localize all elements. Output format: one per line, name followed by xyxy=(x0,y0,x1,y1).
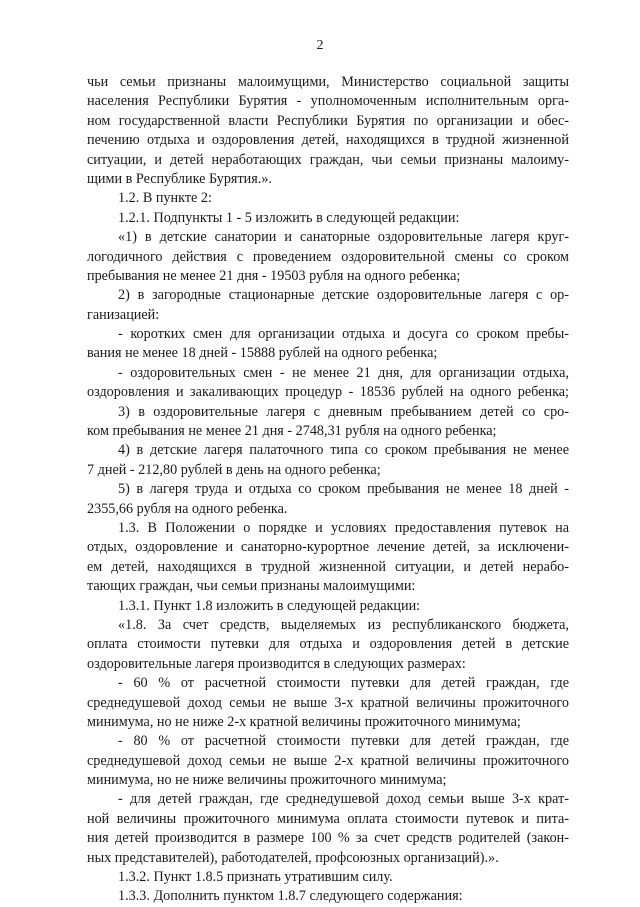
text-line: ком пребывания не менее 21 дня - 2748,31 рубля на одного ребенка; xyxy=(87,423,497,440)
text-line: 7 дней - 212,80 рублей в день на одного ребенка; xyxy=(87,461,381,478)
text-line: оплата стоимости путевки для отдыха и оздоровления детей в детские xyxy=(87,636,569,653)
text-line: среднедушевой доход семьи не выше 2-х кратной величины прожиточного xyxy=(87,752,569,769)
text-line: пребывания не менее 21 дня - 19503 рубля на одного ребенка; xyxy=(87,267,461,284)
text-line: 1.2.1. Подпункты 1 - 5 изложить в следующей редакции: xyxy=(118,209,460,226)
text-line: щими в Республике Бурятия.». xyxy=(87,170,272,187)
text-line: «1) в детские санатории и санаторные оздоровительные лагеря круг- xyxy=(118,229,569,246)
text-line: 1.3.1. Пункт 1.8 изложить в следующей редакции: xyxy=(118,597,421,614)
text-line: минимума, но не ниже величины прожиточного минимума; xyxy=(87,772,447,789)
text-line: оздоровления и закаливающих процедур - 18536 рублей на одного ребенка; xyxy=(87,384,569,401)
text-line: - 80 % от расчетной стоимости путевки для детей граждан, где xyxy=(118,733,569,750)
text-line: населения Республики Бурятия - уполномоченным исполнительным орга- xyxy=(87,93,569,110)
text-line: ной величины прожиточного минимума оплата стоимости путевок и пита- xyxy=(87,810,569,827)
text-line: ганизацией: xyxy=(87,306,160,323)
text-line: чьи семьи признаны малоимущими, Министерство социальной защиты xyxy=(87,74,569,90)
text-line: ных представителей), работодателей, профсоюзных организаций).». xyxy=(87,849,499,866)
text-line: 2) в загородные стационарные детские оздоровительные лагеря с ор- xyxy=(118,287,569,304)
text-line: ном государственной власти Республики Бурятия по организации и обес- xyxy=(87,112,569,129)
text-line: 2355,66 рубля на одного ребенка. xyxy=(87,500,288,517)
text-line: печению отдыха и оздоровления детей, находящихся в трудной жизненной xyxy=(87,132,569,149)
text-line: минимума, но не ниже 2-х кратной величины прожиточного минимума; xyxy=(87,713,521,730)
text-line: тающих граждан, чьи семьи признаны малоимущими: xyxy=(87,578,416,595)
document-body xyxy=(87,73,569,907)
text-line: «1.8. За счет средств, выделяемых из республиканского бюджета, xyxy=(118,616,569,633)
text-line: 1.2. В пункте 2: xyxy=(118,190,212,207)
text-line: оздоровительные лагеря производится в следующих размерах: xyxy=(87,655,466,672)
text-line: - 60 % от расчетной стоимости путевки для детей граждан, где xyxy=(118,675,569,692)
text-line: 1.3.3. Дополнить пунктом 1.8.7 следующего содержания: xyxy=(118,888,463,905)
text-line: - для детей граждан, где среднедушевой доход семьи выше 3-х крат- xyxy=(118,791,569,808)
page-number: 2 xyxy=(316,38,324,53)
text-line: ситуации, и детей неработающих граждан, чьи семьи признаны малоиму- xyxy=(87,151,569,168)
text-line: логодичного действия с проведением оздоровительной смены со сроком xyxy=(87,248,569,265)
text-line: среднедушевой доход семьи не выше 3-х кратной величины прожиточного xyxy=(87,694,569,711)
text-line: вания не менее 18 дней - 15888 рублей на одного ребенка; xyxy=(87,345,438,362)
text-line: 3) в оздоровительные лагеря с дневным пребыванием детей со сро- xyxy=(118,403,569,420)
text-line: 5) в лагеря труда и отдыха со сроком пребывания не менее 18 дней - xyxy=(118,481,569,498)
text-line: ния детей производится в размере 100 % за счет средств родителей (закон- xyxy=(87,830,569,847)
text-line: - оздоровительных смен - не менее 21 дня, для организации отдыха, xyxy=(118,364,569,381)
text-line: 4) в детские лагеря палаточного типа со сроком пребывания не менее xyxy=(118,442,569,459)
text-line: - коротких смен для организации отдыха и досуга со сроком пребы- xyxy=(118,326,569,343)
text-line: ем детей, находящихся в трудной жизненной ситуации, и детей нерабо- xyxy=(87,558,569,575)
text-line: 1.3. В Положении о порядке и условиях предоставления путевок на xyxy=(118,519,569,536)
text-line: 1.3.2. Пункт 1.8.5 признать утратившим силу. xyxy=(118,869,393,886)
text-line: отдых, оздоровление и санаторно-курортное лечение детей, за исключени- xyxy=(87,539,569,556)
